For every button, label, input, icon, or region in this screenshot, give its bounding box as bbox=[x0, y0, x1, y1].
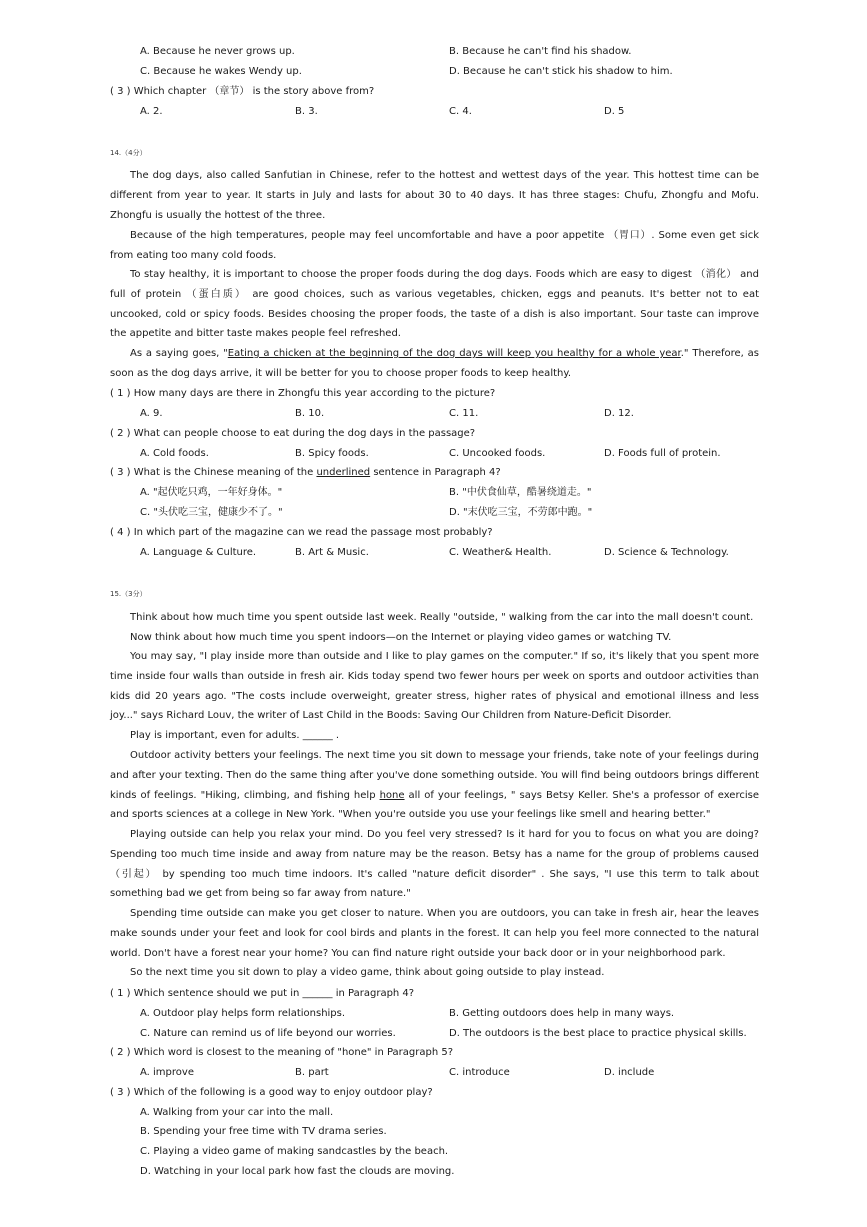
q14-sub1-option-c: C. 11. bbox=[449, 408, 479, 419]
q15-sub1-option-b: B. Getting outdoors does help in many ways. bbox=[449, 1008, 675, 1019]
q13-option-b: B. Because he can't find his shadow. bbox=[449, 46, 632, 57]
q15-sub1-option-d: D. The outdoors is the best place to practice physical skills. bbox=[449, 1028, 747, 1039]
q15-header: 15.（3分） bbox=[110, 590, 147, 598]
q14-sub3-option-d: D. "末伏吃三宝，不劳郎中跑。" bbox=[449, 507, 593, 518]
q14-sub2-stem: ( 2 ) What can people choose to eat during the dog days in the passage? bbox=[110, 428, 476, 439]
q15-sub3-option-b: B. Spending your free time with TV drama series. bbox=[140, 1126, 387, 1137]
q13-option-a: A. Because he never grows up. bbox=[140, 46, 295, 57]
q15-paragraph-4: Play is important, even for adults. ______ . bbox=[130, 730, 340, 741]
q15-sub1-option-c: C. Nature can remind us of life beyond our worries. bbox=[140, 1028, 396, 1039]
q15-paragraph-2: Now think about how much time you spent indoors—on the Internet or playing video games or watching TV. bbox=[130, 632, 672, 643]
q14-sub3-option-a: A. "起伏吃只鸡，一年好身体。" bbox=[140, 487, 283, 498]
q13-option-d: D. Because he can't stick his shadow to him. bbox=[449, 66, 673, 77]
q13-sub3-option-d: D. 5 bbox=[604, 106, 625, 117]
q14-paragraph-1: The dog days, also called Sanfutian in Chinese, refer to the hottest and wettest days of the year. This hottest time can be different from year to year. It starts in July and lasts for about 30 to 40 days. It has three stages: Chufu, Zhongfu and Mofu. Zhongfu is usually the hottest of the three. bbox=[110, 170, 759, 221]
q15-sub2-option-a: A. improve bbox=[140, 1067, 194, 1078]
q15-sub3-option-d: D. Watching in your local park how fast the clouds are moving. bbox=[140, 1166, 455, 1177]
q15-paragraph-8: So the next time you sit down to play a video game, think about going outside to play instead. bbox=[130, 967, 605, 978]
q15-sub3-option-c: C. Playing a video game of making sandcastles by the beach. bbox=[140, 1146, 449, 1157]
q14-sub1-option-b: B. 10. bbox=[295, 408, 325, 419]
q13-sub3-option-a: A. 2. bbox=[140, 106, 163, 117]
q15-sub3-option-a: A. Walking from your car into the mall. bbox=[140, 1107, 334, 1118]
q14-paragraph-2: Because of the high temperatures, people may feel uncomfortable and have a poor appetite （胃口）. Some even get sick from eating too many cold foods. bbox=[110, 230, 759, 261]
q15-sub1-option-a: A. Outdoor play helps form relationships. bbox=[140, 1008, 346, 1019]
q15-paragraph-5: Outdoor activity betters your feelings. The next time you sit down to message your friends, take note of your feelings during and after your texting. Then do the same thing after you've done something outside. You will find being outdoors brings different kinds of feelings. "Hiking, climbing, and fishing help hone all of your feelings, " says Betsy Keller. She's a professor of exercise and sports sciences at a college in New York. "When you're outside you use your feelings like smell and hearing better." bbox=[110, 750, 759, 821]
q14-sub4-option-c: C. Weather& Health. bbox=[449, 547, 552, 558]
q14-sub3-option-b: B. "中伏食仙草，酷暑绕道走。" bbox=[449, 487, 592, 498]
q14-paragraph-4: As a saying goes, "Eating a chicken at the beginning of the dog days will keep you healthy for a whole year." Therefore, as soon as the dog days arrive, it will be better for you to choose proper foods to keep healthy. bbox=[110, 348, 760, 379]
q13-option-c: C. Because he wakes Wendy up. bbox=[140, 66, 302, 77]
q14-sub1-stem: ( 1 ) How many days are there in Zhongfu this year according to the picture? bbox=[110, 388, 496, 399]
q14-sub4-stem: ( 4 ) In which part of the magazine can we read the passage most probably? bbox=[110, 527, 493, 538]
q13-sub3-option-b: B. 3. bbox=[295, 106, 318, 117]
q13-sub3-stem: ( 3 ) Which chapter （章节） is the story above from? bbox=[110, 86, 375, 97]
q15-sub2-stem: ( 2 ) Which word is closest to the meaning of "hone" in Paragraph 5? bbox=[110, 1047, 454, 1058]
q14-sub3-option-c: C. "头伏吃三宝，健康少不了。" bbox=[140, 507, 283, 518]
q15-paragraph-7: Spending time outside can make you get closer to nature. When you are outdoors, you can take in fresh air, hear the leaves make sounds under your feet and look for cool birds and plants in the forest. It can help you feel more connected to the natural world. Don't have a forest near your home? You can find nature right outside your back door or in your neighborhood park. bbox=[110, 908, 759, 959]
q13-sub3-option-c: C. 4. bbox=[449, 106, 472, 117]
underlined-word-hone: hone bbox=[379, 789, 405, 801]
q15-sub3-stem: ( 3 ) Which of the following is a good way to enjoy outdoor play? bbox=[110, 1087, 433, 1098]
q14-sub4-option-d: D. Science & Technology. bbox=[604, 547, 729, 558]
q15-sub2-option-d: D. include bbox=[604, 1067, 655, 1078]
q15-sub1-stem: ( 1 ) Which sentence should we put in ______ in Paragraph 4? bbox=[110, 988, 415, 999]
q14-header: 14.（4分） bbox=[110, 149, 147, 157]
q15-sub2-option-c: C. introduce bbox=[449, 1067, 510, 1078]
q15-paragraph-3: You may say, "I play inside more than outside and I like to play games on the computer." If so, it's likely that you spent more time inside four walls than outside in fresh air. Kids today spend two fewer hours per week on sports and outdoor activities than kids did 20 years ago. "The costs include overweight, greater stress, higher rates of physical and emotional illness and less joy..." says Richard Louv, the writer of Last Child in the Boods: Saving Our Children from Nature-Deficit Disorder. bbox=[110, 651, 759, 722]
q14-sub1-option-a: A. 9. bbox=[140, 408, 163, 419]
q15-sub2-option-b: B. part bbox=[295, 1067, 329, 1078]
q14-sub4-option-a: A. Language & Culture. bbox=[140, 547, 257, 558]
q14-sub2-option-b: B. Spicy foods. bbox=[295, 448, 369, 459]
q14-sub2-option-c: C. Uncooked foods. bbox=[449, 448, 546, 459]
q14-paragraph-3: To stay healthy, it is important to choose the proper foods during the dog days. Foods which are easy to digest （消化） and full of protein （蛋白质） are good choices, such as various vegetables, chicken, eggs and peanuts. It's better not to eat uncooked, cold or spicy foods. Besides choosing the proper foods, the taste of a dish is also important. Sour taste can improve the appetite and bitter taste makes people feel refreshed. bbox=[110, 269, 759, 340]
q14-sub2-option-a: A. Cold foods. bbox=[140, 448, 209, 459]
underlined-sentence: Eating a chicken at the beginning of the dog days will keep you healthy for a whole year bbox=[227, 348, 681, 359]
q14-sub1-option-d: D. 12. bbox=[604, 408, 634, 419]
q14-sub3-stem: ( 3 ) What is the Chinese meaning of the underlined sentence in Paragraph 4? bbox=[110, 467, 501, 478]
q15-paragraph-6: Playing outside can help you relax your mind. Do you feel very stressed? Is it hard for you to focus on what you are doing? Spending too much time inside and away from nature may be the reason. Betsy has a name for the group of problems caused （引起） by spending too much time indoors. It's called "nature deficit disorder" . She says, "I use this term to talk about something bad we get from being so far away from nature." bbox=[110, 829, 759, 900]
q14-sub2-option-d: D. Foods full of protein. bbox=[604, 448, 721, 459]
q15-paragraph-1: Think about how much time you spent outside last week. Really "outside, " walking from the car into the mall doesn't count. bbox=[130, 612, 754, 623]
q14-sub4-option-b: B. Art & Music. bbox=[295, 547, 369, 558]
